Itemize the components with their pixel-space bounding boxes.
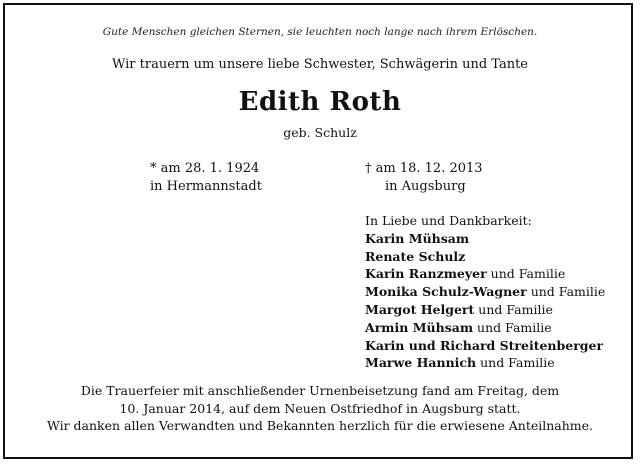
footer-line: Die Trauerfeier mit anschließender Urnenbeisetzung fand am Freitag, dem: [80, 383, 560, 398]
mourner-name: Karin Mühsam: [365, 230, 470, 246]
mourner-name: Armin Mühsam: [365, 319, 474, 335]
footer-line: Wir danken allen Verwandten und Bekannten herzlich für die erwiesene Anteilnahme.: [46, 418, 594, 433]
mourner-name: Karin und Richard Streitenberger: [365, 337, 604, 353]
mourner-suffix: und Familie: [486, 266, 566, 282]
deceased-name: Edith Roth: [238, 87, 402, 117]
mourners-list: [365, 212, 605, 372]
mourner-row: [365, 283, 605, 301]
death-info: [365, 160, 483, 196]
intro-text: Wir trauern um unsere liebe Schwester, Schwägerin und Tante: [112, 57, 528, 72]
death-place: in Augsburg: [385, 179, 466, 194]
footer-line: 10. Januar 2014, auf dem Neuen Ostfriedhof in Augsburg statt.: [119, 400, 521, 416]
mourner-row: [365, 337, 605, 355]
mourner-suffix: und Familie: [476, 355, 555, 371]
birth-info: [150, 160, 262, 196]
death-date: † am 18. 12. 2013: [365, 161, 483, 176]
ceremony-info: [0, 382, 640, 435]
mourner-row: [365, 248, 605, 266]
mourner-row: [365, 301, 605, 319]
mourner-suffix: und Familie: [526, 284, 606, 300]
mourners-heading: In Liebe und Dankbarkeit:: [365, 213, 532, 228]
mourner-name: Margot Helgert: [365, 301, 475, 317]
mourner-suffix: und Familie: [473, 319, 552, 335]
mourner-name: Monika Schulz-Wagner: [365, 284, 527, 300]
birth-date: * am 28. 1. 1924: [150, 161, 260, 176]
mourner-row: [365, 230, 605, 248]
mourner-name: Marwe Hannich: [365, 355, 477, 371]
mourner-row: [365, 319, 605, 337]
mourner-name: Karin Ranzmeyer: [365, 266, 487, 282]
motto: Gute Menschen gleichen Sternen, sie leuchten noch lange nach ihrem Erlöschen.: [102, 26, 538, 38]
mourner-row: [365, 354, 605, 372]
birth-place: in Hermannstadt: [150, 179, 262, 194]
maiden-name: geb. Schulz: [283, 125, 357, 140]
mourner-name: Renate Schulz: [365, 248, 466, 264]
mourner-suffix: und Familie: [474, 301, 553, 317]
mourner-row: [365, 265, 605, 283]
